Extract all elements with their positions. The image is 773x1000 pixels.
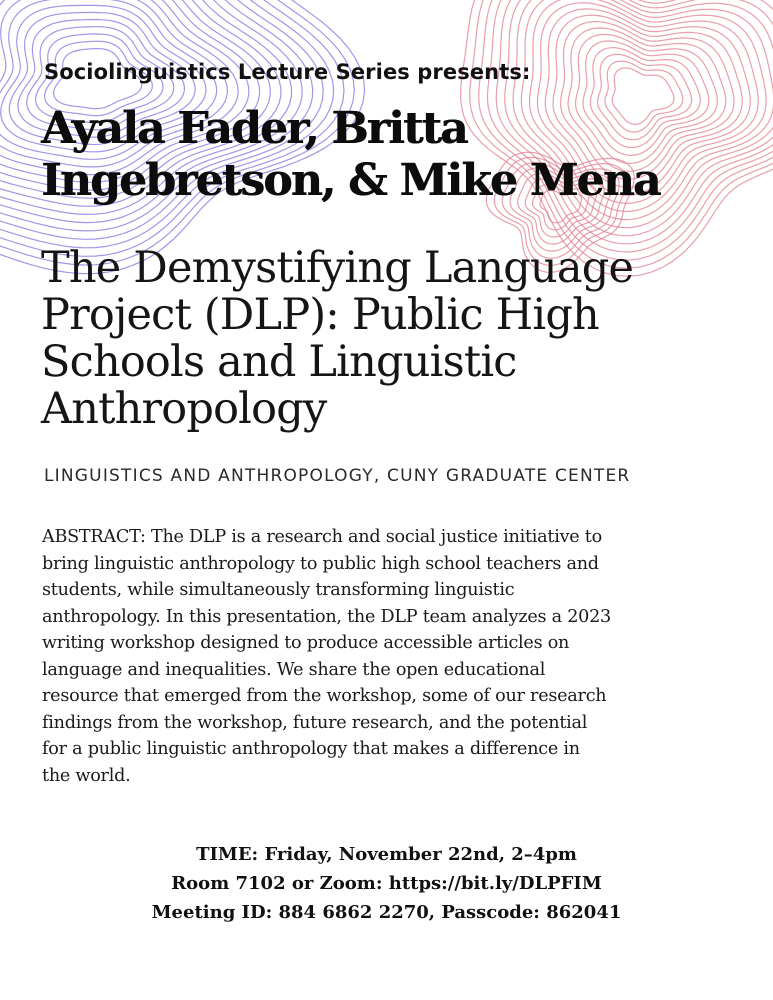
talk-title-line: The Demystifying Language	[41, 243, 634, 293]
affiliation: LINGUISTICS AND ANTHROPOLOGY, CUNY GRADUATE CENTER	[44, 466, 631, 486]
speaker-names	[41, 103, 761, 207]
abstract-line: for a public linguistic anthropology that makes a difference in	[42, 739, 580, 759]
abstract-line: ABSTRACT: The DLP is a research and social justice initiative to	[42, 527, 602, 547]
abstract-line: findings from the workshop, future research, and the potential	[42, 712, 588, 733]
talk-title-line: Schools and Linguistic	[41, 337, 517, 387]
speaker-names-line: Ayala Fader, Britta	[41, 103, 467, 154]
abstract-text	[42, 524, 742, 789]
abstract-line: writing workshop designed to produce accessible articles on	[42, 633, 570, 653]
abstract-line: bring linguistic anthropology to public high school teachers and	[42, 553, 599, 574]
abstract-line: resource that emerged from the workshop, some of our research	[42, 686, 607, 706]
talk-title-line: Project (DLP): Public High	[41, 290, 599, 340]
talk-title-line: Anthropology	[41, 384, 327, 434]
abstract-line: the world.	[42, 765, 131, 786]
lecture-series-heading: Sociolinguistics Lecture Series presents:	[44, 60, 531, 84]
event-details	[0, 840, 773, 927]
abstract-line: students, while simultaneously transforming linguistic	[42, 580, 515, 600]
speaker-names-line: Ingebretson, & Mike Mena	[41, 155, 660, 206]
talk-title	[41, 245, 751, 433]
event-meeting-id: Meeting ID: 884 6862 2270, Passcode: 862041	[151, 902, 622, 923]
event-room-zoom: Room 7102 or Zoom: https://bit.ly/DLPFIM	[171, 873, 602, 894]
event-time: TIME: Friday, November 22nd, 2–4pm	[196, 844, 577, 865]
abstract-line: language and inequalities. We share the open educational	[42, 659, 546, 680]
abstract-line: anthropology. In this presentation, the DLP team analyzes a 2023	[42, 606, 611, 627]
